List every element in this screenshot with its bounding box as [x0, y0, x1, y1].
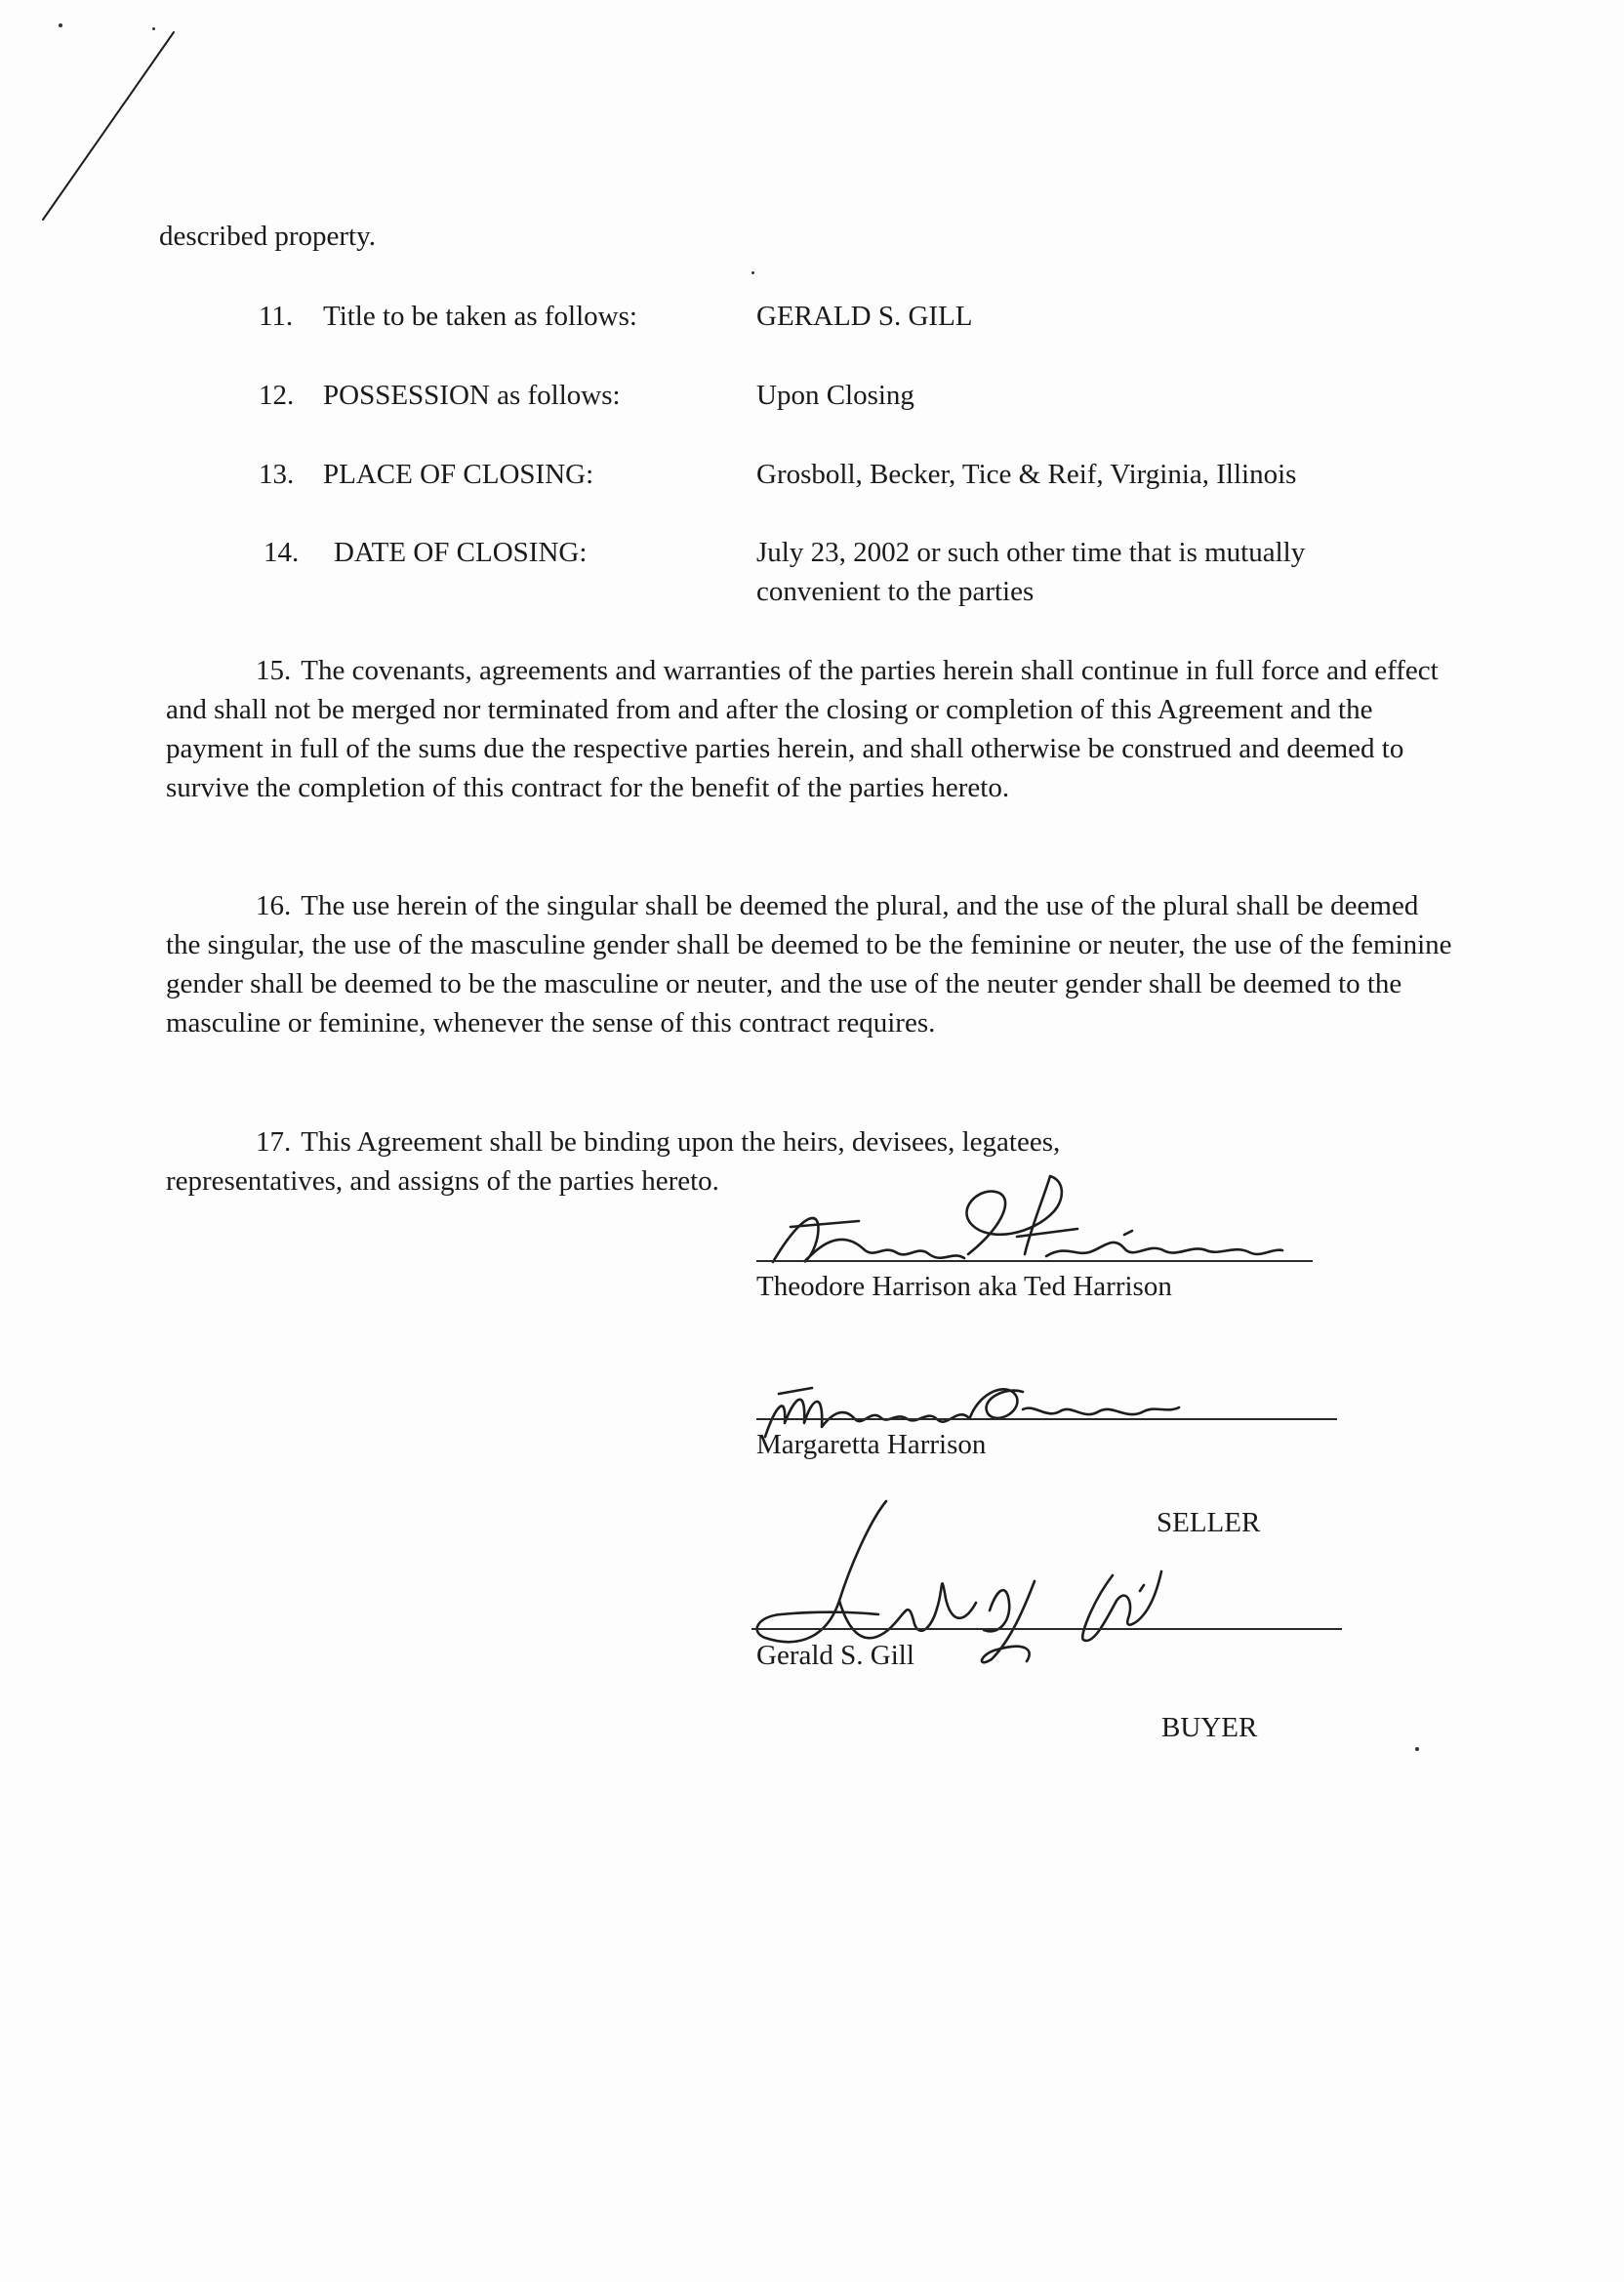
- seller-label: SELLER: [1157, 1507, 1261, 1538]
- intro-text: described property.: [159, 221, 376, 252]
- item-11-number: 11.: [259, 301, 294, 332]
- scan-speck: [1415, 1747, 1419, 1751]
- signer-name-3: Gerald S. Gill: [756, 1640, 914, 1671]
- paragraph-16: [166, 886, 1454, 1042]
- scan-speck: [751, 271, 754, 274]
- signature-line-3: [751, 1628, 1342, 1630]
- paragraph-15: [166, 651, 1454, 807]
- buyer-label: BUYER: [1161, 1712, 1258, 1743]
- margin-slash-mark: [29, 24, 185, 229]
- paragraph-17-text: This Agreement shall be binding upon the heirs, devisees, legatees, representatives, and assigns of the parties hereto.: [166, 1126, 1061, 1197]
- item-13-label: PLACE OF CLOSING:: [323, 459, 594, 490]
- signer-name-2: Margaretta Harrison: [756, 1429, 987, 1460]
- item-14-value-line2: convenient to the parties: [756, 576, 1035, 607]
- scan-speck: [59, 23, 62, 27]
- signer-name-1: Theodore Harrison aka Ted Harrison: [756, 1271, 1172, 1302]
- item-11-value: GERALD S. GILL: [756, 301, 973, 332]
- paragraph-15-text: The covenants, agreements and warranties of the parties herein shall continue in full force and effect and shall not be merged nor terminated from and after the closing or completion of this Agreement and the payment in full of the sums due the respective parties herein, and shall otherwise be construed and deemed to survive the completion of this contract for the benefit of the parties hereto.: [166, 655, 1439, 803]
- paragraph-17-number: 17.: [256, 1126, 292, 1158]
- item-14-label: DATE OF CLOSING:: [334, 537, 588, 568]
- paragraph-16-number: 16.: [256, 890, 292, 921]
- signature-line-2: [756, 1418, 1337, 1420]
- item-14-value-line1: July 23, 2002 or such other time that is mutually: [756, 537, 1306, 568]
- scan-speck: [152, 27, 155, 30]
- item-13-value: Grosboll, Becker, Tice & Reif, Virginia, Illinois: [756, 459, 1297, 490]
- paragraph-16-text: The use herein of the singular shall be deemed the plural, and the use of the plural shall be deemed the singular, the use of the masculine gender shall be deemed to be the feminine or neuter, the use of the feminine gender shall be deemed to be the masculine or neuter, and the use of the neuter gender shall be deemed to the masculine or feminine, whenever the sense of this contract requires.: [166, 890, 1452, 1039]
- item-11-label: Title to be taken as follows:: [323, 301, 637, 332]
- item-14-number: 14.: [264, 537, 300, 568]
- item-13-number: 13.: [259, 459, 295, 490]
- signature-line-1: [756, 1260, 1313, 1262]
- item-12-value: Upon Closing: [756, 380, 914, 411]
- item-12-number: 12.: [259, 380, 295, 411]
- paragraph-15-number: 15.: [256, 655, 292, 686]
- item-12-label: POSSESSION as follows:: [323, 380, 621, 411]
